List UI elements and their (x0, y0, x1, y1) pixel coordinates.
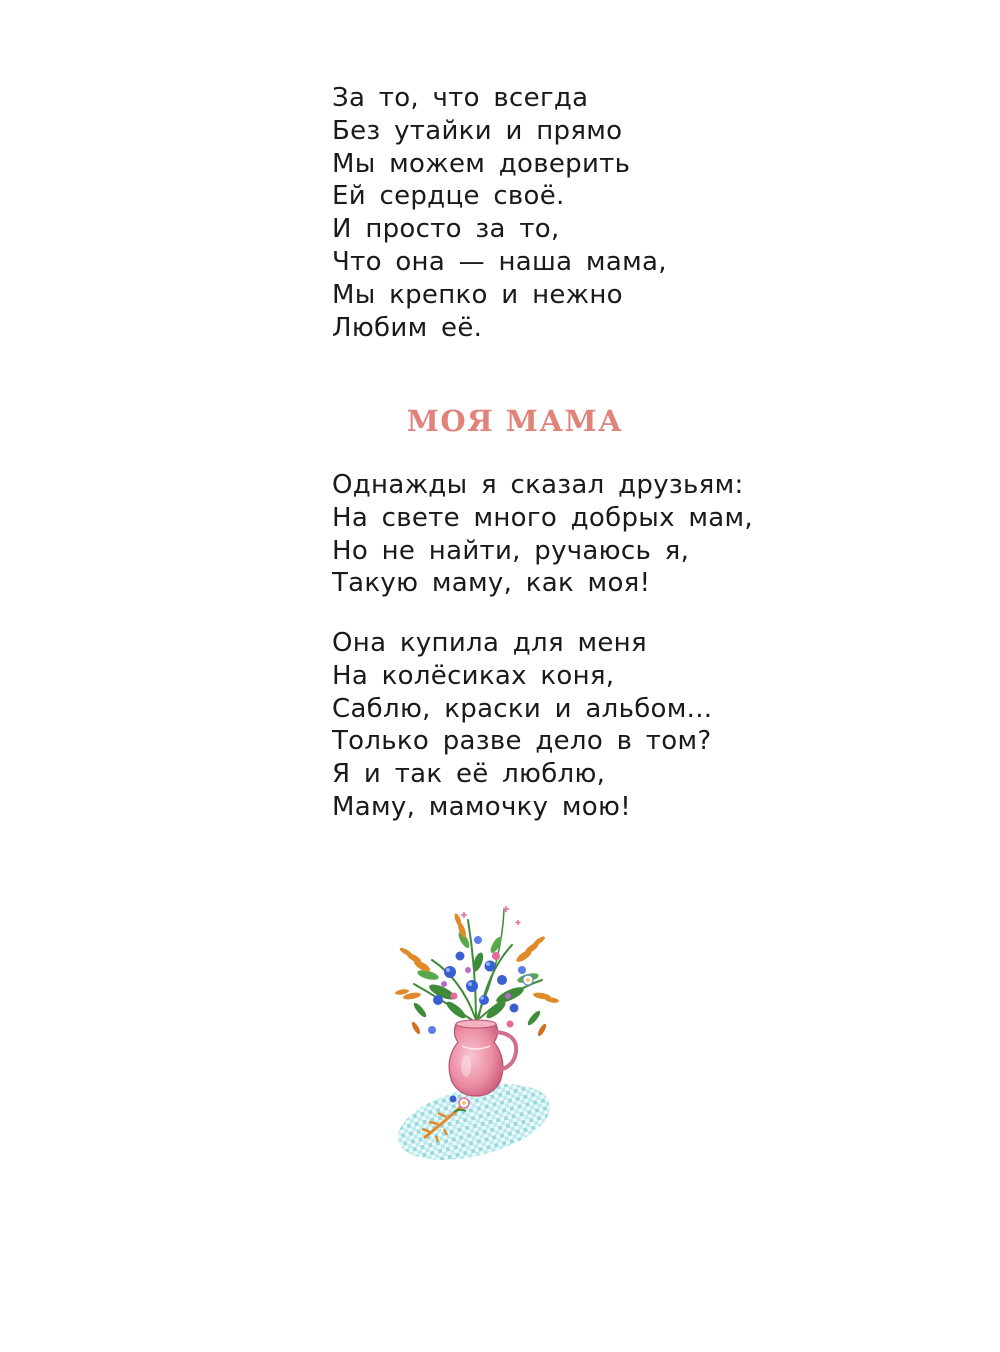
poem-title: МОЯ МАМА (406, 404, 624, 438)
poem-line: Она купила для меня (332, 628, 647, 658)
poem-line: Мы можем доверить (332, 148, 631, 179)
poem-line: Мы крепко и нежно (332, 279, 623, 310)
poem-line: И просто за то, (332, 214, 560, 245)
flower-vase-illustration (392, 900, 562, 1165)
poem-line: Что она — наша мама, (332, 246, 667, 277)
poem-2-stanza-1 (332, 469, 753, 600)
poem-line: Без утайки и прямо (332, 115, 623, 146)
flower-vase-icon (392, 900, 562, 1165)
poem-line: На колёсиках коня, (332, 660, 615, 691)
poem-line: Только разве дело в том? (332, 726, 712, 757)
poem-line: Ей сердце своё. (332, 181, 565, 212)
poem-1-stanza (332, 82, 667, 344)
poem-line: На свете много добрых мам, (332, 502, 753, 533)
poem-2-stanza-2 (332, 627, 712, 824)
poem-line: Но не найти, ручаюсь я, (332, 535, 690, 566)
poem-line: Маму, мамочку мою! (332, 791, 631, 822)
poem-line: Саблю, краски и альбом... (332, 693, 713, 724)
poem-line: Такую маму, как моя! (332, 568, 651, 599)
poem-line: Я и так её люблю, (332, 759, 606, 790)
poem-line: Любим её. (332, 312, 483, 343)
poem-line: За то, что всегда (332, 83, 589, 113)
poem-line: Однажды я сказал друзьям: (332, 470, 744, 500)
